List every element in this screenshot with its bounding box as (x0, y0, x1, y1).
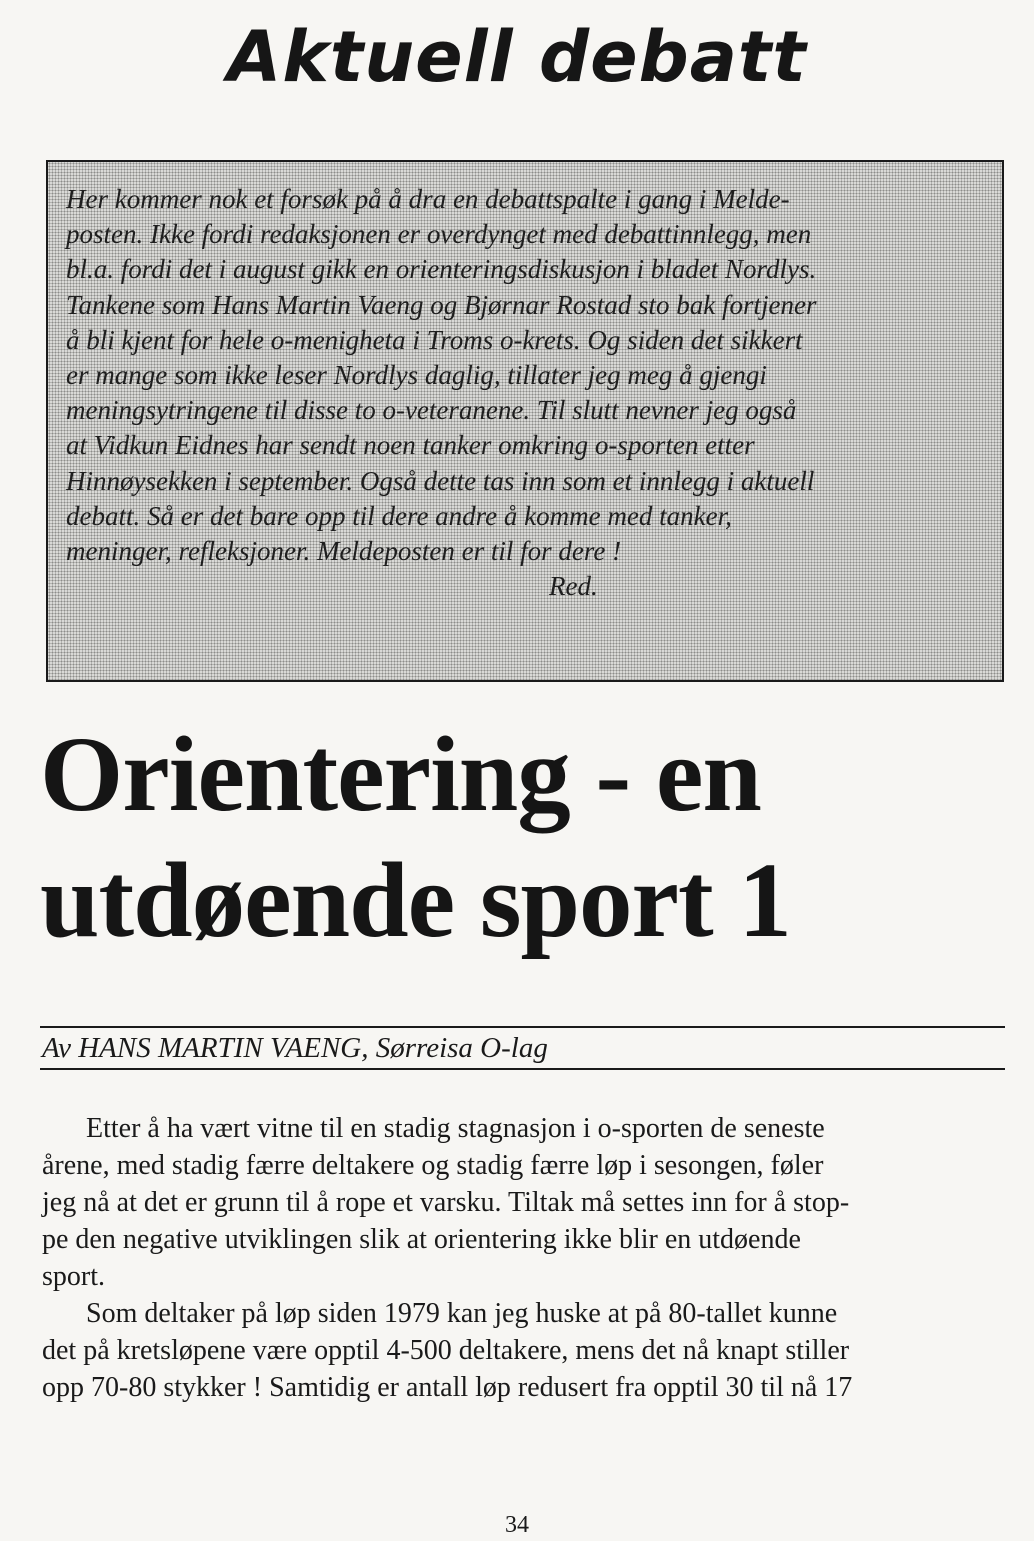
editor-intro-box (46, 160, 1004, 682)
intro-line: meningsytringene til disse to o-veteranene. Til slutt nevner jeg også (66, 395, 797, 426)
byline-rule-bottom (40, 1068, 1005, 1070)
byline-rule-top (40, 1026, 1005, 1028)
article-byline: Av HANS MARTIN VAENG, Sørreisa O-lag (42, 1032, 548, 1064)
headline-line-1: Orientering - en (40, 716, 761, 834)
body-line: det på kretsløpene være opptil 4-500 deltakere, mens det nå knapt stiller (42, 1335, 850, 1366)
intro-line: bl.a. fordi det i august gikk en orienteringsdiskusjon i bladet Nordlys. (66, 254, 817, 285)
intro-line: Her kommer nok et forsøk på å dra en debattspalte i gang i Melde- (66, 184, 790, 214)
article-headline (40, 712, 1020, 964)
intro-line: at Vidkun Eidnes har sendt noen tanker omkring o-sporten etter (66, 430, 755, 461)
body-line: årene, med stadig færre deltakere og stadig færre løp i sesongen, føler (42, 1150, 824, 1181)
intro-line: posten. Ikke fordi redaksjonen er overdynget med debattinnlegg, men (66, 219, 812, 250)
intro-line: debatt. Så er det bare opp til dere andre å komme med tanker, (66, 500, 732, 531)
headline-line-2: utdøende sport 1 (40, 842, 791, 960)
article-body (42, 1110, 1006, 1406)
body-line: Etter å ha vært vitne til en stadig stagnasjon i o-sporten de seneste (86, 1113, 825, 1144)
intro-line: å bli kjent for hele o-menigheta i Troms o-krets. Og siden det sikkert (66, 324, 803, 355)
page-number: 34 (505, 1512, 529, 1538)
body-line: sport. (42, 1261, 105, 1292)
intro-line: er mange som ikke leser Nordlys daglig, tillater jeg meg å gjengi (66, 360, 767, 391)
body-line: pe den negative utviklingen slik at orientering ikke blir en utdøende (42, 1224, 801, 1255)
body-line: Som deltaker på løp siden 1979 kan jeg huske at på 80-tallet kunne (86, 1298, 838, 1329)
section-heading: Aktuell debatt (227, 16, 807, 98)
intro-line: meninger, refleksjoner. Meldeposten er til for dere ! (66, 536, 622, 567)
intro-line: Tankene som Hans Martin Vaeng og Bjørnar Rostad sto bak fortjener (66, 289, 817, 320)
editor-signature: Red. (549, 571, 598, 602)
body-line: opp 70-80 stykker ! Samtidig er antall løp redusert fra opptil 30 til nå 17 (42, 1372, 853, 1403)
body-line: jeg nå at det er grunn til å rope et varsku. Tiltak må settes inn for å stop- (42, 1187, 850, 1218)
intro-line: Hinnøysekken i september. Også dette tas inn som et innlegg i aktuell (66, 465, 815, 496)
